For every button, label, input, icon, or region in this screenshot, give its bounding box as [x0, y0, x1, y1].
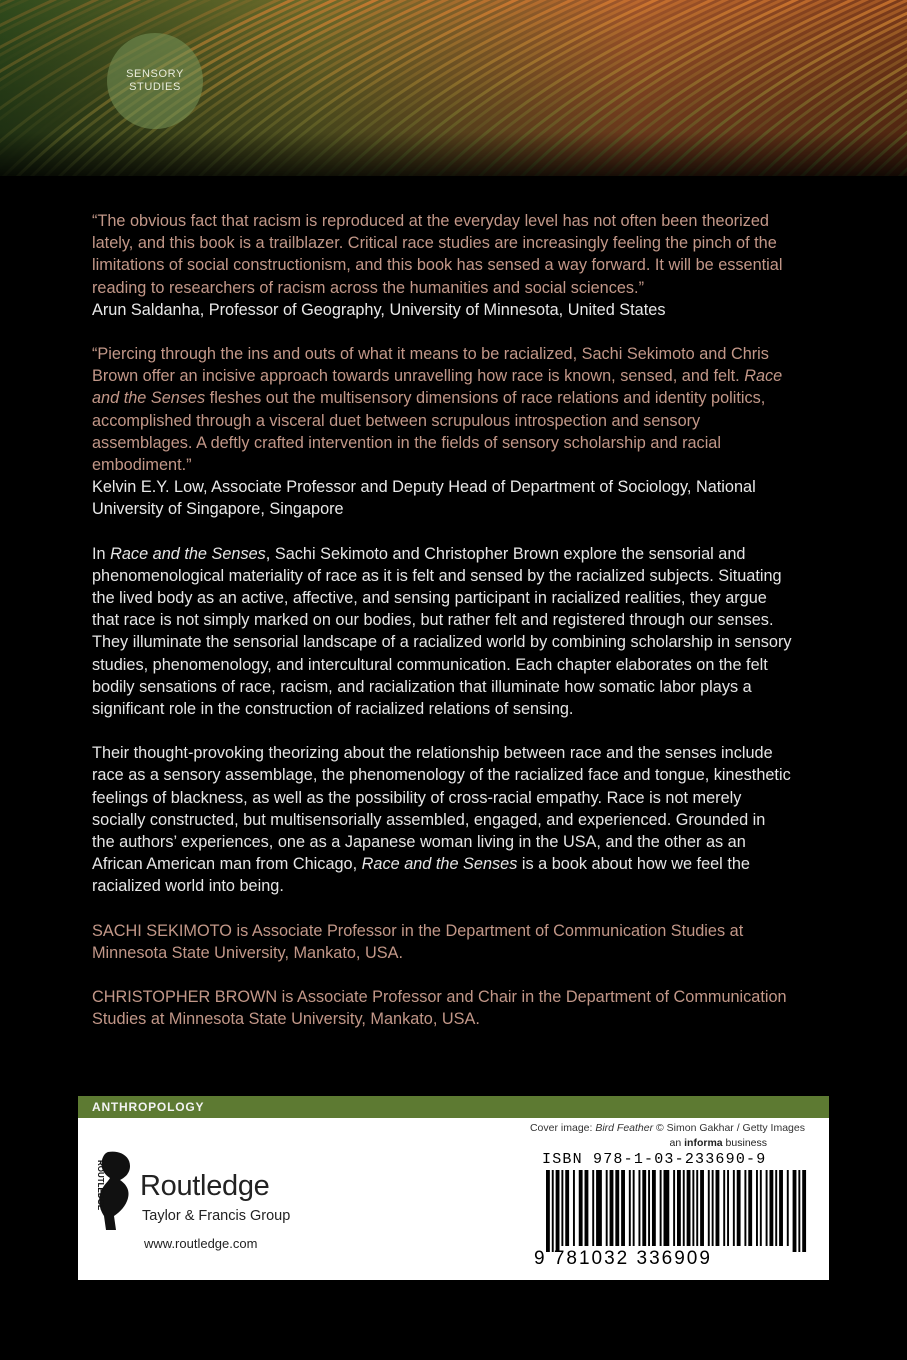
barcode-bar [615, 1170, 619, 1246]
quote-2-part-a: “Piercing through the ins and outs of what it means to be racialized, Sachi Sekimoto and Chris Brown offer an incisive approach towards unravelling how race is known, sensed, and felt. [92, 345, 769, 386]
series-badge [107, 33, 203, 129]
barcode-bar [727, 1170, 729, 1246]
barcode-bar [585, 1170, 589, 1246]
barcode-bar [716, 1170, 720, 1246]
barcode-bar [592, 1170, 594, 1246]
informa-prefix: an [669, 1137, 685, 1149]
barcode-bar [652, 1170, 656, 1246]
desc-2-book-title: Race and the Senses [361, 855, 518, 874]
barcode-bar [708, 1170, 710, 1246]
barcode-bar [556, 1170, 560, 1252]
barcode-bar [696, 1170, 698, 1246]
series-line-1: SENSORY [126, 68, 184, 80]
quote-2-book-title: Race and the Senses [92, 367, 783, 408]
barcode-bar [748, 1170, 752, 1246]
barcode-bar [596, 1170, 602, 1246]
description-paragraph-2 [92, 742, 792, 897]
informa-brand: informa [684, 1137, 723, 1149]
description-paragraph-1 [92, 543, 792, 721]
desc-1-book-title: Race and the Senses [110, 544, 266, 563]
publisher-name: Routledge [140, 1170, 270, 1202]
isbn-text: ISBN 978-1-03-233690-9 [542, 1151, 767, 1168]
cover-banner-image [0, 0, 907, 176]
desc-2-start: Their thought-provoking theorizing about the relationship between race and the senses include race as a sensory assemblage, the phenomenology of the racialized face and tongue, kinesthetic feelings of blackness, as well as the possibility of cross-racial empathy. Race is not merely socially constructed, but multisensorially assembled, engaged, and experienced. Grounded in the authors’ experiences, one as a Japanese woman living in the USA, and the other as an African American man from Chicago, [92, 744, 791, 874]
subject-category-bar: ANTHROPOLOGY [78, 1096, 829, 1118]
publisher-url: www.routledge.com [144, 1236, 258, 1251]
author-bio-2: CHRISTOPHER BROWN is Associate Professor and Chair in the Department of Communication Studies at Minnesota State University, Mankato, USA. [92, 988, 787, 1029]
barcode-bar [769, 1170, 773, 1246]
publisher-group: Taylor & Francis Group [142, 1208, 291, 1224]
barcode-bar [565, 1170, 569, 1246]
barcode-bar [633, 1170, 635, 1246]
barcode-bar [664, 1170, 670, 1246]
barcode-bar [793, 1170, 797, 1252]
cover-image-credit [530, 1122, 805, 1134]
informa-tagline [670, 1137, 767, 1149]
series-line-2: STUDIES [129, 81, 181, 93]
barcode-bar [756, 1170, 758, 1246]
barcode-bar [692, 1170, 694, 1246]
barcode-bar [606, 1170, 608, 1246]
barcode-bar [610, 1170, 614, 1246]
desc-1-rest: , Sachi Sekimoto and Christopher Brown explore the sensorial and phenomenological materiality of race as it is felt and sensed by the racialized subjects. Situating the lived body as an active, affective, and sensing participant in racialized realities, they argue that race is not simply marked on our bodies, but rather felt and registered through our senses. They illuminate the sensorial landscape of a racialized world by combining scholarship in sensory studies, phenomenology, and intercultural communication. Each chapter elaborates on the felt bodily sensations of race, racism, and racialization that illuminate how somatic labor plays a significant role in the construction of racialized relations of sensing. [92, 544, 792, 719]
credit-prefix: Cover image: [529, 1122, 596, 1134]
barcode-bar [798, 1170, 800, 1252]
barcode-bar [744, 1170, 746, 1246]
barcode-bar [723, 1170, 725, 1246]
barcode-bar [546, 1170, 550, 1252]
barcode-bar [779, 1170, 783, 1246]
barcode-bar [579, 1170, 583, 1246]
barcode-bar [712, 1170, 714, 1246]
desc-1-in: In [92, 544, 111, 563]
routledge-logo-icon [90, 1146, 136, 1236]
barcode [546, 1170, 816, 1252]
barcode-bar [621, 1170, 625, 1246]
barcode-bar [733, 1170, 735, 1246]
barcode-bar [629, 1170, 631, 1246]
barcode-bar [573, 1170, 575, 1246]
back-cover-text [92, 210, 792, 1031]
praise-quote-1: “The obvious fact that racism is reproduced at the everyday level has not often been theorized lately, and this book is a trailblazer. Critical race studies are increasingly feeling the pinch of the limitations of social constructionism, and this book has sensed a way forward. It will be essential reading to researchers of racism across the humanities and social sciences.” [92, 212, 783, 297]
barcode-bar [802, 1170, 806, 1252]
praise-attribution-1: Arun Saldanha, Professor of Geography, University of Minnesota, United States [92, 300, 666, 319]
barcode-bar [642, 1170, 646, 1246]
barcode-digits: 9 781032 336909 [534, 1248, 712, 1269]
barcode-bar [552, 1170, 554, 1252]
praise-quote-2 [92, 343, 792, 476]
barcode-bar [683, 1170, 685, 1246]
barcode-bar [673, 1170, 675, 1246]
barcode-bar [687, 1170, 691, 1246]
credit-title: Bird Feather [595, 1122, 654, 1134]
barcode-bar [775, 1170, 777, 1246]
desc-2-end: is a book about how we feel the racialized world into being. [92, 855, 750, 896]
imprint-panel [78, 1118, 829, 1280]
barcode-bar [737, 1170, 741, 1246]
author-bio-1: SACHI SEKIMOTO is Associate Professor in the Department of Communication Studies at Minnesota State University, Mankato, USA. [92, 921, 744, 962]
barcode-bar [660, 1170, 662, 1246]
barcode-bar [766, 1170, 768, 1246]
quote-2-part-b: fleshes out the multisensory dimensions of race relations and identity politics, accomplished through a visceral duet between scrupulous introspection and sensory assemblages. A deftly crafted intervention in the fields of sensory scholarship and racial embodiment.” [92, 389, 766, 475]
credit-suffix: © Simon Gakhar / Getty Images [653, 1122, 805, 1134]
praise-attribution-2: Kelvin E.Y. Low, Associate Professor and Deputy Head of Department of Sociology, National University of Singapore, Singapore [92, 478, 756, 519]
barcode-bar [648, 1170, 650, 1246]
barcode-bar [700, 1170, 704, 1246]
logo-vertical-text: ROUTLEDGE [96, 1160, 105, 1211]
barcode-bar [787, 1170, 789, 1246]
barcode-bar [638, 1170, 640, 1246]
barcode-bar [561, 1170, 563, 1246]
barcode-bar [677, 1170, 681, 1246]
informa-suffix: business [722, 1137, 767, 1149]
barcode-bar [760, 1170, 762, 1246]
